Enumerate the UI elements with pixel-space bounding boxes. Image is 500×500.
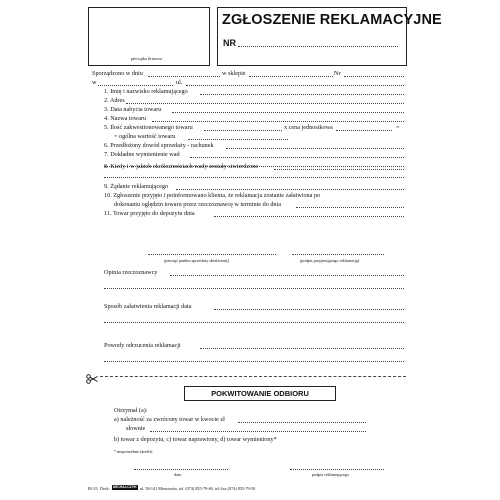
receipt-title-box	[184, 386, 336, 401]
made-in-day-label: Sporządzono w dniu	[92, 70, 143, 77]
field-6-label: 6. Przedłożony dowód sprzedaży - rachunek	[104, 142, 214, 149]
cut-line	[100, 376, 406, 377]
location-field[interactable]	[98, 85, 173, 86]
receiver-sig-caption: (podpis przyjmującego reklamację)	[300, 258, 360, 263]
total-value-label: = ogólna wartość towaru	[114, 133, 176, 140]
field-1-input[interactable]	[200, 94, 404, 95]
scissors-icon	[86, 371, 98, 381]
field-2-input[interactable]	[126, 103, 404, 104]
field-5-qty[interactable]	[204, 130, 282, 131]
printer-address: ul. 58-141 Mieroszów, tel. (074) 855-79-60, tel./fax (074) 855-79-50	[140, 486, 256, 491]
equals-sign: =	[396, 124, 400, 131]
expert-opinion-label: Opinia rzeczoznawcy	[104, 269, 158, 276]
words-field[interactable]	[150, 431, 366, 432]
field-4-label: 4. Nazwa towaru	[104, 115, 147, 122]
nr-label: NR	[223, 38, 236, 48]
field-11-label: 11. Towar przyjęto do depozytu dnia	[104, 210, 195, 217]
settlement-line-1[interactable]	[214, 309, 404, 310]
field-3-input[interactable]	[172, 112, 404, 113]
store-stamp-caption: (pieczęć punktu sprzedaży detalicznej)	[164, 258, 229, 263]
receipt-option-a: a) należność za zwrócony towar w kwocie zł	[114, 416, 225, 423]
unit-price-label: x cena jednostkowa	[284, 124, 333, 131]
settlement-line-2[interactable]	[104, 322, 404, 323]
field-8-label: 8. Kiedy i w jakich okolicznościach wady zostały stwierdzone	[104, 163, 259, 170]
field-8-input-2[interactable]	[104, 177, 404, 178]
receipt-title: POKWITOWANIE ODBIORU	[211, 389, 309, 398]
field-10-label: 10. Zgłoszenie przyjęto i poinformowano klienta, że reklamacja zostanie załatwiona po	[104, 192, 321, 199]
field-1-label: 1. Imię i nazwisko reklamującego	[104, 88, 188, 95]
street-field[interactable]	[186, 85, 404, 86]
receipt-sig-line[interactable]	[290, 469, 384, 470]
rejection-line-1[interactable]	[200, 348, 404, 349]
receipt-sig-caption: podpis reklamującego	[312, 472, 349, 477]
receiver-sig-line[interactable]	[292, 254, 384, 255]
field-7-label: 7. Dokładne wymienienie wad	[104, 151, 180, 158]
settlement-label: Sposób załatwienia reklamacji data	[104, 303, 192, 310]
footnote: * niepotrzebne skreślić	[114, 449, 153, 454]
field-4-input[interactable]	[152, 121, 404, 122]
expert-opinion-line-1[interactable]	[170, 275, 404, 276]
field-5-label: 5. Ilość zakwestionowanego towaru	[104, 124, 193, 131]
store-field[interactable]	[249, 76, 333, 77]
receipt-date-line[interactable]	[134, 469, 228, 470]
receipt-date-caption: data	[174, 472, 181, 477]
amount-field[interactable]	[238, 422, 366, 423]
expert-opinion-line-2[interactable]	[104, 288, 404, 289]
field-9-input[interactable]	[176, 189, 404, 190]
printer-logo: MICHALCZYK	[113, 485, 137, 489]
field-3-label: 3. Data nabycia towaru	[104, 106, 162, 113]
street-label: ul.	[176, 79, 183, 86]
field-11-date[interactable]	[214, 216, 404, 217]
location-w-label: w	[92, 79, 97, 86]
field-7-input[interactable]	[190, 157, 404, 158]
field-9-label: 9. Żądanie reklamującego	[104, 183, 169, 190]
store-stamp-line[interactable]	[148, 254, 276, 255]
field-10-continuation: dokonaniu oględzin towaru przez rzeczoznawcę w terminie do dnia	[114, 201, 281, 208]
receipt-option-b: b) towar z depozytu, c) towar naprawiony, d) towar wymieniony*	[114, 436, 277, 443]
field-10-date[interactable]	[296, 207, 404, 208]
rejection-label: Powody odrzucenia reklamacji	[104, 342, 181, 349]
received-label: Otrzymał (a):	[114, 407, 148, 414]
field-6-input[interactable]	[226, 148, 404, 149]
date-field[interactable]	[148, 76, 220, 77]
stamp-caption: pieczątka firmowa	[131, 56, 163, 61]
store-nr-field[interactable]	[344, 76, 404, 77]
store-nr-label: Nr	[334, 70, 341, 77]
field-8-input[interactable]	[274, 169, 404, 170]
field-2-label: 2. Adres	[104, 97, 125, 104]
nr-field[interactable]	[238, 46, 398, 47]
words-label: słownie	[126, 425, 146, 432]
unit-price-field[interactable]	[336, 130, 392, 131]
form-code: Rl-33	[88, 486, 98, 491]
rejection-line-2[interactable]	[104, 361, 404, 362]
page-title: ZGŁOSZENIE REKLAMACYJNE	[222, 12, 442, 28]
printer-label: Druk:	[100, 486, 110, 491]
in-store-label: w sklepie	[222, 70, 246, 77]
total-value-field[interactable]	[188, 139, 288, 140]
